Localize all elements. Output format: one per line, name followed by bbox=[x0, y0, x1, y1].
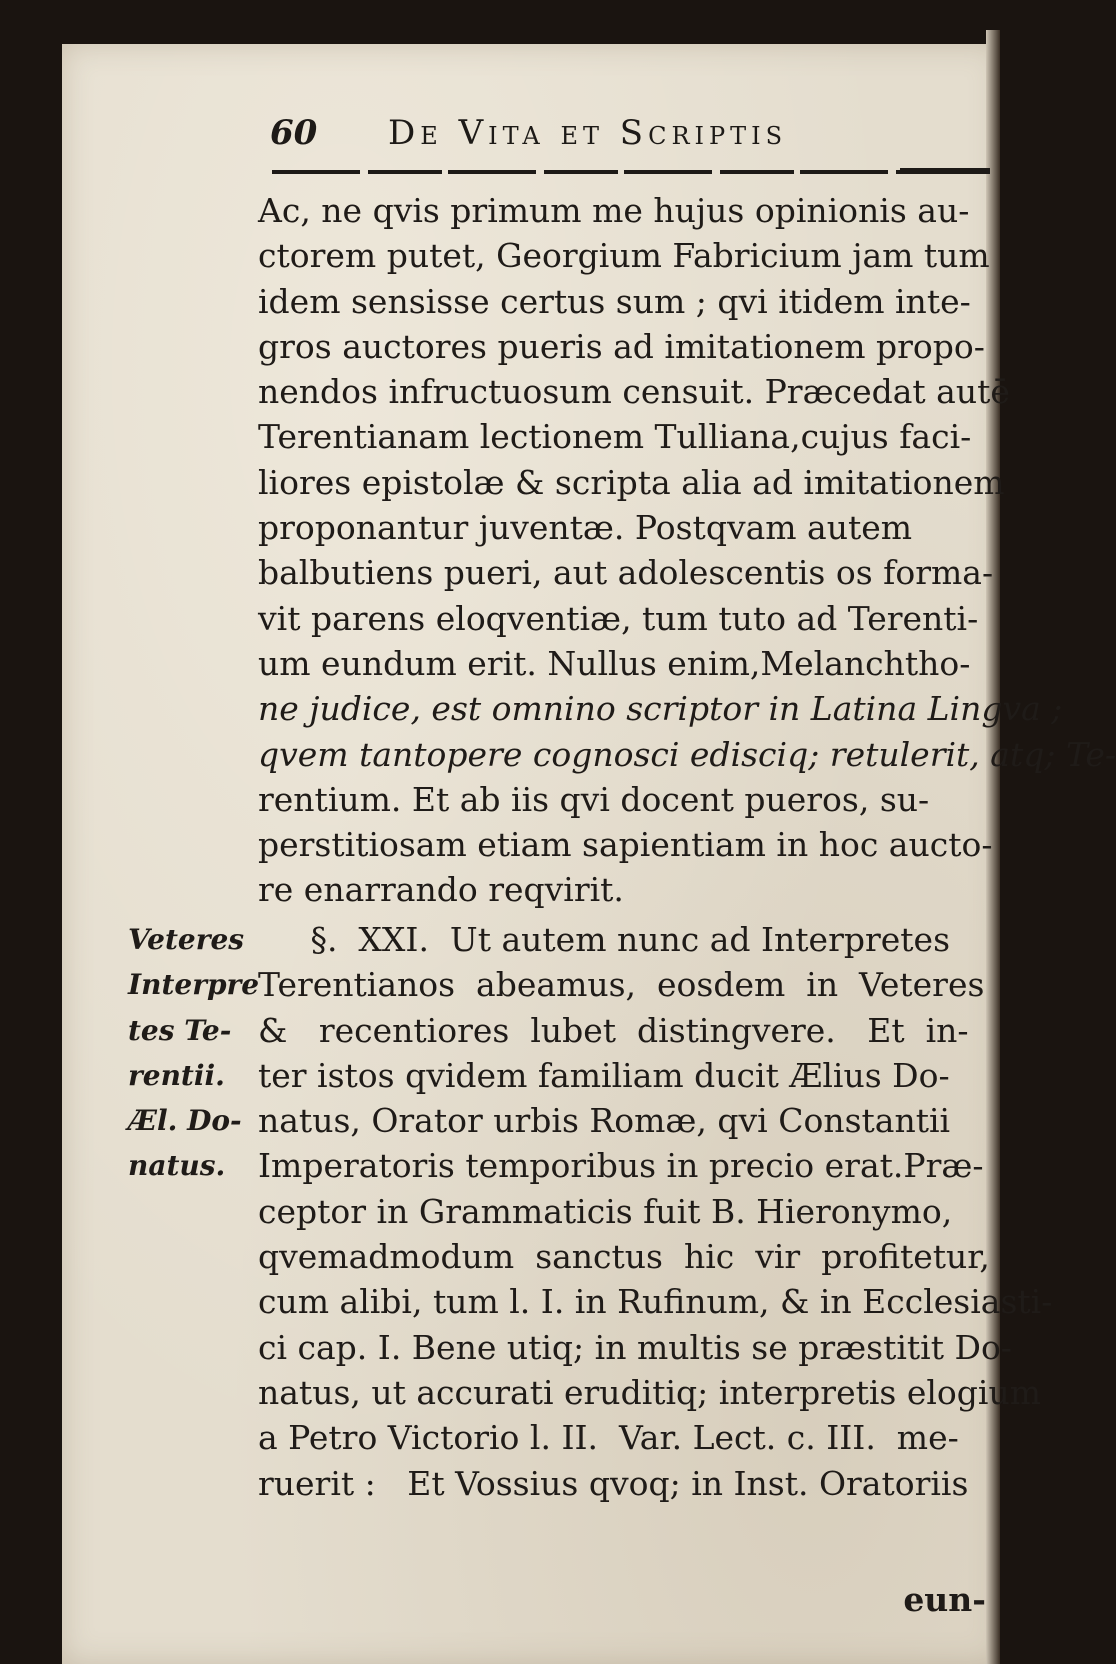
text-line: natus, ut accurati eruditiq; interpretis elogium bbox=[258, 1372, 1042, 1412]
margin-note-line: Veteres bbox=[128, 923, 245, 956]
margin-note-line: natus. bbox=[128, 1149, 226, 1183]
paragraph-1 bbox=[258, 188, 1116, 913]
paragraph-2 bbox=[258, 917, 1053, 1506]
margin-note-line: rentii. bbox=[128, 1058, 225, 1092]
margin-note-line: Interpre bbox=[128, 968, 260, 1002]
text-line: balbutiens pueri, aut adolescentis os forma- bbox=[258, 553, 994, 593]
text-line: cum alibi, tum l. I. in Rufinum, & in Ecclesiasti- bbox=[258, 1282, 1053, 1322]
text-line: ceptor in Grammaticis fuit B. Hieronymo, bbox=[258, 1191, 953, 1231]
text-line: natus, Orator urbis Romæ, qvi Constantii bbox=[258, 1101, 951, 1141]
margin-note-line: Æl. Do- bbox=[128, 1104, 242, 1138]
text-line: Terentianos abeamus, eosdem in Veteres bbox=[258, 965, 985, 1005]
text-line: a Petro Victorio l. II. Var. Lect. c. III. me- bbox=[258, 1418, 959, 1458]
text-line: ruerit : Et Vossius qvoq; in Inst. Oratoriis bbox=[258, 1463, 969, 1503]
text-line: qvemadmodum sanctus hic vir profitetur, bbox=[258, 1237, 990, 1277]
text-line: ne judice, est omnino scriptor in Latina Lingva ; bbox=[258, 689, 1063, 729]
text-line: idem sensisse certus sum ; qvi itidem inte- bbox=[258, 281, 971, 321]
text-line: Terentianam lectionem Tulliana,cujus faci- bbox=[258, 417, 972, 457]
text-line: ter istos qvidem familiam ducit Ælius Do- bbox=[258, 1055, 950, 1095]
text-line: perstitiosam etiam sapientiam in hoc aucto- bbox=[258, 825, 993, 865]
header-rule bbox=[272, 170, 990, 174]
text-line: vit parens eloqventiæ, tum tuto ad Terenti- bbox=[258, 598, 979, 638]
text-line: Ac, ne qvis primum me hujus opinionis au- bbox=[258, 191, 970, 230]
margin-note-line: tes Te- bbox=[128, 1013, 232, 1047]
catchword: eun- bbox=[903, 1580, 986, 1619]
text-line: ctorem putet, Georgium Fabricium jam tum bbox=[258, 236, 990, 276]
text-line: liores epistolæ & scripta alia ad imitationem bbox=[258, 462, 1005, 502]
text-line: §. XXI. Ut autem nunc ad Interpretes bbox=[258, 920, 951, 959]
text-line: Imperatoris temporibus in precio erat.Præ- bbox=[258, 1146, 984, 1186]
header-rule-end bbox=[900, 168, 990, 174]
text-line: gros auctores pueris ad imitationem propo- bbox=[258, 326, 985, 366]
running-title: De Vita et Scriptis bbox=[388, 113, 788, 153]
page-number: 60 bbox=[270, 113, 318, 153]
text-line: qvem tantopere cognosci edisciq; retulerit, atq; Te- bbox=[258, 734, 1116, 774]
text-line: ci cap. I. Bene utiq; in multis se præstitit Do- bbox=[258, 1327, 1012, 1367]
text-line: rentium. Et ab iis qvi docent pueros, su- bbox=[258, 779, 930, 819]
text-line: um eundum erit. Nullus enim,Melanchtho- bbox=[258, 643, 971, 683]
margin-note bbox=[128, 917, 263, 1189]
running-head bbox=[270, 113, 990, 159]
text-line: nendos infructuosum censuit. Præcedat autē bbox=[258, 372, 1010, 412]
text-line: proponantur juventæ. Postqvam autem bbox=[258, 508, 913, 548]
text-line: & recentiores lubet distingvere. Et in- bbox=[258, 1010, 969, 1050]
text-line: re enarrando reqvirit. bbox=[258, 870, 624, 910]
